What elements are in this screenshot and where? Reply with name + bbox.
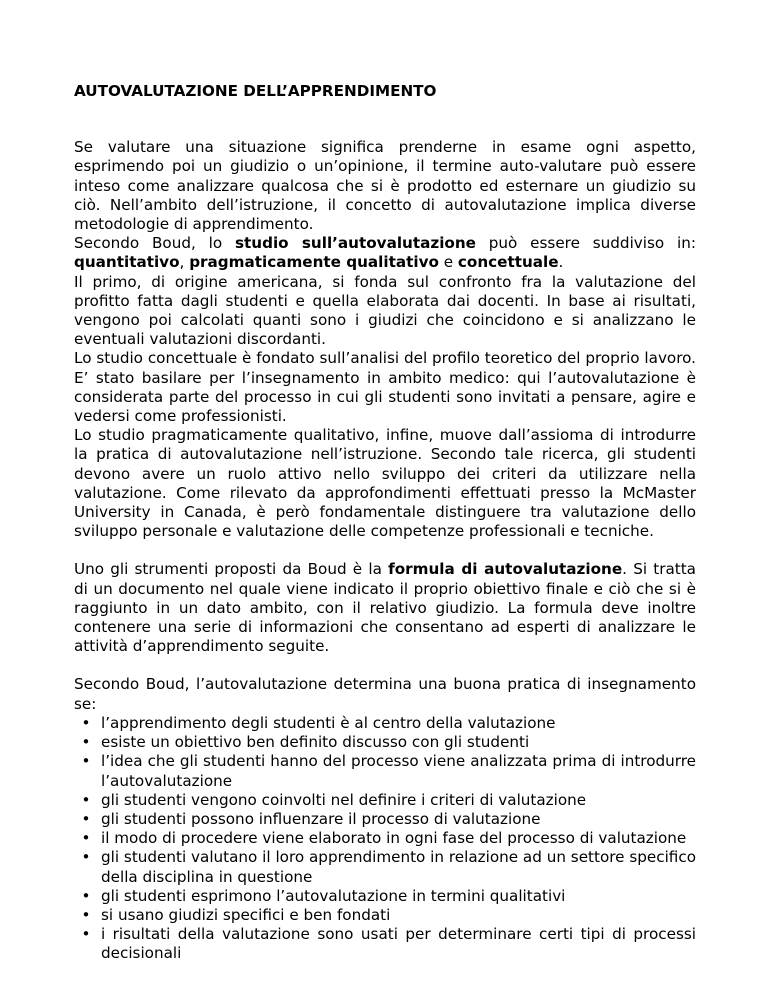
bullet-icon: • [81, 886, 91, 905]
paragraph-pragmatic: Lo studio pragmaticamente qualitativo, infine, muove dall’assioma di introdurre la pratica di autovalutazione nell’istruzione. Secondo tale ricerca, gli studenti devono avere un ruolo attivo nello sviluppo dei criteri da utilizzare nella valutazione. Come rilevato da approfondimenti effettuati presso la McMaster University in Canada, è però fondamentale distinguere tra valutazione dello sviluppo personale e valutazione delle competenze professionali e tecniche. [74, 426, 696, 541]
list-item [74, 791, 696, 810]
list-item [74, 810, 696, 829]
text-run: può essere suddiviso in: [475, 234, 696, 253]
paragraph-good-practice: Secondo Boud, l’autovalutazione determina una buona pratica di insegnamento se: [74, 675, 696, 713]
list-item-text: gli studenti vengono coinvolti nel definire i criteri di valutazione [101, 790, 587, 809]
list-item [74, 733, 696, 752]
text-run: Uno gli strumenti proposti da Boud è la [74, 560, 389, 579]
bullet-icon: • [81, 905, 91, 924]
list-item [74, 829, 696, 848]
paragraph-conceptual: Lo studio concettuale è fondato sull’analisi del profilo teoretico del proprio lavoro. E’ stato basilare per l’insegnamento in ambito medico: qui l’autovalutazione è considerata parte del processo in cui gli studenti sono invitati a pensare, agire e vedersi come professionisti. [74, 349, 696, 426]
text-run: Secondo Boud, lo [74, 234, 235, 253]
list-item-text: l’idea che gli studenti hanno del processo viene analizzata prima di introdurre l’autovalutazione [101, 752, 696, 790]
text-run: . Si tratta di un documento nel quale viene indicato il proprio obiettivo finale e ciò che si è raggiunto in un dato ambito, con il relativo giudizio. La formula deve inoltre contenere una serie di informazioni che consentano ad esperti di analizzare le attività d’apprendimento seguite. [74, 560, 696, 656]
list-item-text: gli studenti esprimono l’autovalutazione in termini qualitativi [101, 886, 566, 905]
text-run: . [558, 253, 564, 272]
bullet-icon: • [81, 790, 91, 809]
list-item [74, 887, 696, 906]
list-item-text: i risultati della valutazione sono usati per determinare certi tipi di processi decisionali [101, 925, 696, 963]
bold-term-formula: formula di autovalutazione [388, 560, 623, 579]
list-item-text: l’apprendimento degli studenti è al centro della valutazione [101, 713, 556, 732]
list-item [74, 925, 696, 963]
paragraph-quantitative: Il primo, di origine americana, si fonda sul confronto fra la valutazione del profitto fatta dagli studenti e quella elaborata dai docenti. In base ai risultati, vengono poi calcolati quanti sono i giudizi che coincidono e si analizzano le eventuali valutazioni discordanti. [74, 272, 696, 349]
bullet-icon: • [81, 848, 91, 867]
document-title: AUTOVALUTAZIONE DELL’APPRENDIMENTO [74, 82, 437, 100]
list-item-text: il modo di procedere viene elaborato in ogni fase del processo di valutazione [101, 829, 687, 848]
list-item-text: esiste un obiettivo ben definito discusso con gli studenti [101, 733, 530, 752]
list-item-text: gli studenti possono influenzare il processo di valutazione [101, 809, 541, 828]
bold-term-pragmatic: pragmaticamente qualitativo [189, 253, 439, 272]
text-run: e [438, 253, 458, 272]
good-practice-list [74, 714, 696, 964]
paragraph-boud-study-types [74, 234, 696, 272]
list-item [74, 714, 696, 733]
bold-term-quantitative: quantitativo [74, 253, 180, 272]
bullet-icon: • [81, 713, 91, 732]
paragraph-intro: Se valutare una situazione significa prenderne in esame ogni aspetto, esprimendo poi un giudizio o un’opinione, il termine auto-valutare può essere inteso come analizzare qualcosa che si è prodotto ed esternare un giudizio su ciò. Nell’ambito dell’istruzione, il concetto di autovalutazione implica diverse metodologie di apprendimento. [74, 138, 696, 234]
list-item [74, 848, 696, 886]
bullet-icon: • [81, 829, 91, 848]
bold-term-study: studio sull’autovalutazione [234, 234, 476, 253]
bullet-icon: • [81, 925, 91, 944]
list-item [74, 906, 696, 925]
bullet-icon: • [81, 733, 91, 752]
text-run: , [179, 253, 190, 272]
bullet-icon: • [81, 752, 91, 771]
bullet-icon: • [81, 809, 91, 828]
list-item-text: gli studenti valutano il loro apprendimento in relazione ad un settore specifico della disciplina in questione [101, 848, 696, 886]
list-item [74, 752, 696, 790]
list-item-text: si usano giudizi specifici e ben fondati [101, 905, 391, 924]
document-page [74, 82, 696, 964]
paragraph-formula [74, 560, 696, 656]
bold-term-conceptual: concettuale [457, 253, 559, 272]
